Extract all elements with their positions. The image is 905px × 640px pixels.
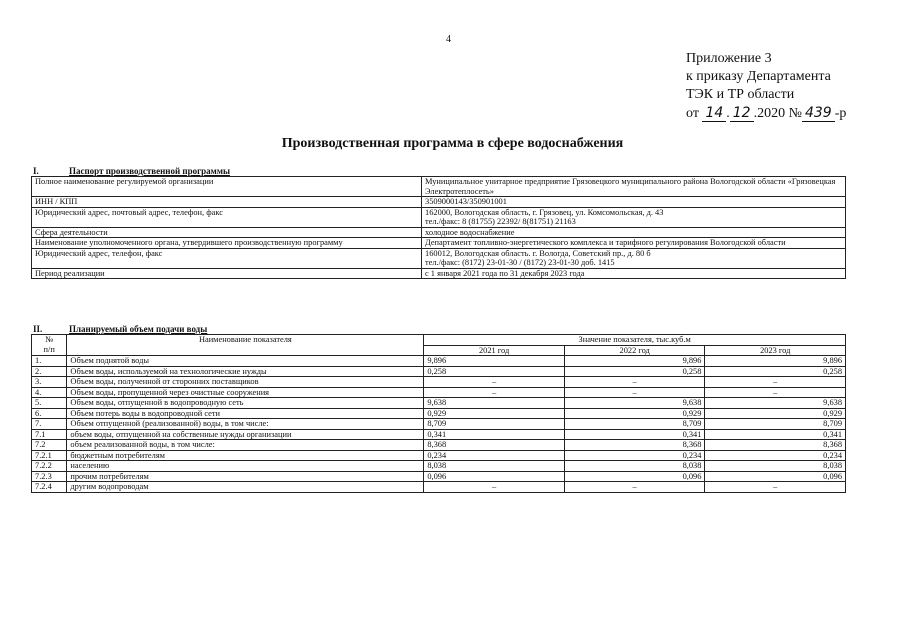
indicator-name: Объем воды, используемой на технологические нужды bbox=[67, 366, 424, 377]
col-header-year-2023: 2023 год bbox=[705, 345, 846, 356]
col-header-values: Значение показателя, тыс.куб.м bbox=[424, 335, 846, 346]
value-2023: – bbox=[705, 482, 846, 493]
value-2021: – bbox=[424, 482, 565, 493]
passport-key: Полное наименование регулируемой организации bbox=[32, 177, 422, 197]
passport-value: холодное водоснабжение bbox=[422, 227, 846, 238]
section-1-heading bbox=[33, 166, 230, 176]
value-2021: 0,096 bbox=[424, 471, 565, 482]
passport-value: Муниципальное унитарное предприятие Грязовецкого муниципального района Вологодской области «Грязовецкая Электротеплосеть» bbox=[422, 177, 846, 197]
passport-row bbox=[32, 238, 846, 249]
passport-value: 162000, Вологодская область, г. Грязовец, ул. Комсомольская, д. 43 тел./факс: 8 (81755) 22392/ 8(81751) 21163 bbox=[422, 207, 846, 227]
indicator-name: Объем воды, отпущенной в водопроводную сеть bbox=[67, 398, 424, 409]
table-row bbox=[32, 471, 846, 482]
value-2021: – bbox=[424, 387, 565, 398]
row-number: 6. bbox=[32, 408, 67, 419]
table-row bbox=[32, 356, 846, 367]
value-2022: 8,368 bbox=[564, 440, 705, 451]
passport-value: 160012, Вологодская область. г. Вологда, Советский пр., д. 80 б тел./факс: (8172) 23-01-30 / (8172) 23-01-30 доб. 1415 bbox=[422, 248, 846, 268]
row-number: 7.2.1 bbox=[32, 450, 67, 461]
value-2021: 8,038 bbox=[424, 461, 565, 472]
value-2022: 0,096 bbox=[564, 471, 705, 482]
order-number: 439 bbox=[802, 105, 835, 122]
passport-key: Период реализации bbox=[32, 268, 422, 279]
table-row bbox=[32, 482, 846, 493]
value-2021: 0,258 bbox=[424, 366, 565, 377]
row-number: 3. bbox=[32, 377, 67, 388]
row-number: 7.2.2 bbox=[32, 461, 67, 472]
indicator-name: населению bbox=[67, 461, 424, 472]
value-2021: 0,341 bbox=[424, 429, 565, 440]
value-2021: 0,234 bbox=[424, 450, 565, 461]
value-2023: – bbox=[705, 387, 846, 398]
section-2-number: II. bbox=[33, 324, 43, 334]
section-2-title: Планируемый объем подачи воды bbox=[69, 324, 208, 334]
passport-value: Департамент топливно-энергетического комплекса и тарифного регулирования Вологодской области bbox=[422, 238, 846, 249]
table-row bbox=[32, 377, 846, 388]
passport-row bbox=[32, 268, 846, 279]
appendix-line-1: Приложение 3 bbox=[686, 51, 772, 66]
row-number: 4. bbox=[32, 387, 67, 398]
table-row bbox=[32, 440, 846, 451]
indicator-name: объем воды, отпущенной на собственные нужды организации bbox=[67, 429, 424, 440]
col-header-name: Наименование показателя bbox=[67, 335, 424, 356]
passport-row bbox=[32, 197, 846, 208]
order-suffix: -р bbox=[834, 106, 847, 121]
indicator-name: Объем воды, полученной от сторонних поставщиков bbox=[67, 377, 424, 388]
row-number: 7.2 bbox=[32, 440, 67, 451]
value-2022: 0,258 bbox=[564, 366, 705, 377]
indicator-name: Объем потерь воды в водопроводной сети bbox=[67, 408, 424, 419]
indicator-name: другим водопроводам bbox=[67, 482, 424, 493]
passport-row bbox=[32, 227, 846, 238]
value-2021: 8,368 bbox=[424, 440, 565, 451]
date-day: 14 bbox=[702, 105, 726, 122]
value-2023: – bbox=[705, 377, 846, 388]
value-2023: 0,258 bbox=[705, 366, 846, 377]
passport-table bbox=[31, 176, 846, 279]
table-row bbox=[32, 408, 846, 419]
value-2023: 9,638 bbox=[705, 398, 846, 409]
value-2022: – bbox=[564, 387, 705, 398]
page-number: 4 bbox=[446, 34, 451, 45]
appendix-date-line: от 14 . 12 .2020 № 439 -р bbox=[686, 105, 847, 121]
table-row bbox=[32, 398, 846, 409]
table-row bbox=[32, 419, 846, 430]
indicator-name: Объем поднятой воды bbox=[67, 356, 424, 367]
value-2022: 0,234 bbox=[564, 450, 705, 461]
value-2021: 9,896 bbox=[424, 356, 565, 367]
appendix-line-2: к приказу Департамента bbox=[686, 69, 831, 84]
passport-key: Сфера деятельности bbox=[32, 227, 422, 238]
value-2021: – bbox=[424, 377, 565, 388]
document-title: Производственная программа в сфере водоснабжения bbox=[281, 136, 624, 151]
row-number: 7.1 bbox=[32, 429, 67, 440]
passport-key: Наименование уполномоченного органа, утвердившего производственную программу bbox=[32, 238, 422, 249]
value-2023: 0,929 bbox=[705, 408, 846, 419]
section-1-title: Паспорт производственной программы bbox=[69, 166, 230, 176]
section-1-number: I. bbox=[33, 166, 39, 176]
value-2022: 9,896 bbox=[564, 356, 705, 367]
table-row bbox=[32, 387, 846, 398]
table-row bbox=[32, 429, 846, 440]
appendix-header bbox=[686, 50, 846, 123]
value-2023: 8,368 bbox=[705, 440, 846, 451]
table-row bbox=[32, 461, 846, 472]
indicator-name: объем реализованной воды, в том числе: bbox=[67, 440, 424, 451]
table-row bbox=[32, 366, 846, 377]
row-number: 1. bbox=[32, 356, 67, 367]
row-number: 7.2.3 bbox=[32, 471, 67, 482]
indicator-name: Объем отпущенной (реализованной) воды, в том числе: bbox=[67, 419, 424, 430]
row-number: 2. bbox=[32, 366, 67, 377]
value-2023: 0,096 bbox=[705, 471, 846, 482]
passport-value: с 1 января 2021 года по 31 декабря 2023 года bbox=[422, 268, 846, 279]
indicator-name: бюджетным потребителям bbox=[67, 450, 424, 461]
col-header-year-2022: 2022 год bbox=[564, 345, 705, 356]
table-row bbox=[32, 450, 846, 461]
value-2022: 9,638 bbox=[564, 398, 705, 409]
date-month: 12 bbox=[730, 105, 754, 122]
row-number: 7. bbox=[32, 419, 67, 430]
passport-key: Юридический адрес, почтовый адрес, телефон, факс bbox=[32, 207, 422, 227]
water-volume-table bbox=[31, 334, 846, 493]
row-number: 7.2.4 bbox=[32, 482, 67, 493]
date-prefix: от bbox=[686, 106, 699, 121]
passport-row bbox=[32, 248, 846, 268]
value-2023: 0,234 bbox=[705, 450, 846, 461]
section-2-heading bbox=[33, 324, 207, 334]
appendix-line-3: ТЭК и ТР области bbox=[686, 87, 795, 102]
value-2021: 9,638 bbox=[424, 398, 565, 409]
value-2021: 0,929 bbox=[424, 408, 565, 419]
value-2021: 8,709 bbox=[424, 419, 565, 430]
col-header-number: № п/п bbox=[32, 335, 67, 356]
value-2022: 8,038 bbox=[564, 461, 705, 472]
value-2023: 0,341 bbox=[705, 429, 846, 440]
indicator-name: Объем воды, пропущенной через очистные сооружения bbox=[67, 387, 424, 398]
value-2022: – bbox=[564, 377, 705, 388]
row-number: 5. bbox=[32, 398, 67, 409]
value-2022: 0,929 bbox=[564, 408, 705, 419]
passport-value: 3509000143/350901001 bbox=[422, 197, 846, 208]
passport-key: Юридический адрес, телефон, факс bbox=[32, 248, 422, 268]
value-2023: 8,709 bbox=[705, 419, 846, 430]
value-2023: 8,038 bbox=[705, 461, 846, 472]
date-year: .2020 № bbox=[753, 106, 802, 121]
col-header-year-2021: 2021 год bbox=[424, 345, 565, 356]
value-2022: 0,341 bbox=[564, 429, 705, 440]
passport-key: ИНН / КПП bbox=[32, 197, 422, 208]
passport-row bbox=[32, 177, 846, 197]
value-2023: 9,896 bbox=[705, 356, 846, 367]
indicator-name: прочим потребителям bbox=[67, 471, 424, 482]
value-2022: – bbox=[564, 482, 705, 493]
passport-row bbox=[32, 207, 846, 227]
value-2022: 8,709 bbox=[564, 419, 705, 430]
